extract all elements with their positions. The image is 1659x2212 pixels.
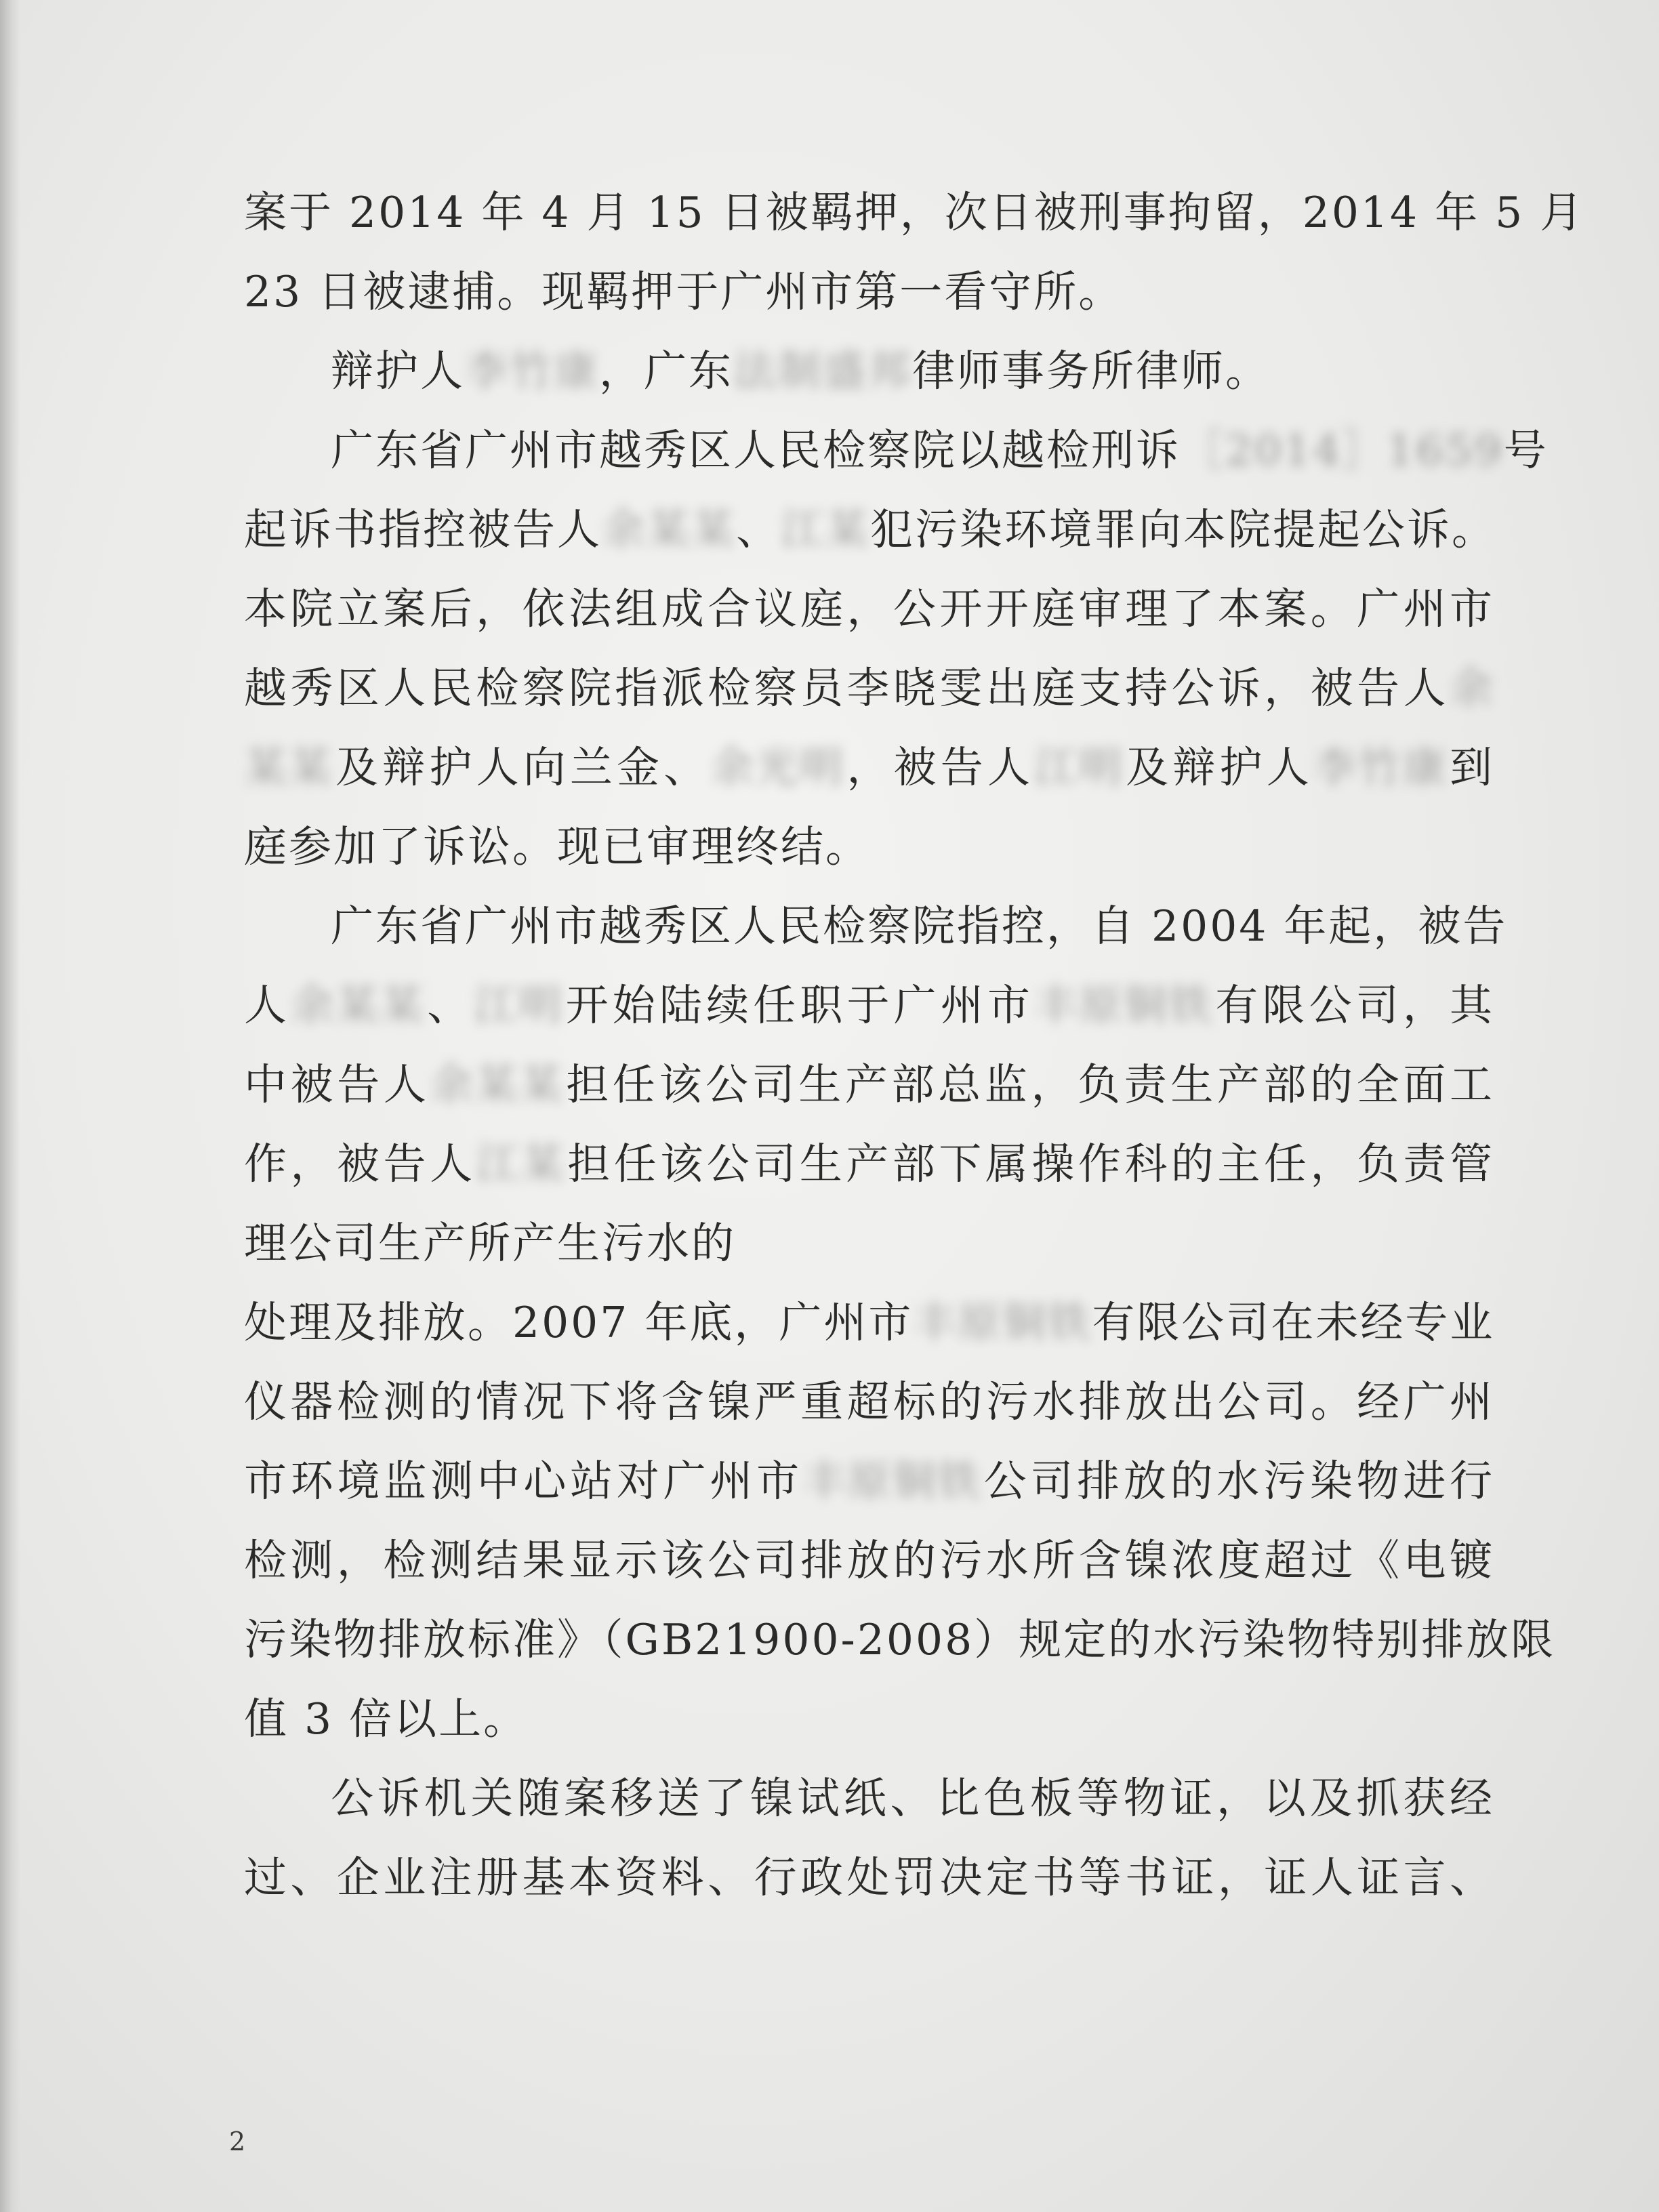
text-line (244, 728, 1494, 807)
text-line (244, 569, 1494, 649)
line-text: 公司排放的水污染物进行 (981, 1456, 1495, 1506)
page-number: 2 (229, 2127, 246, 2156)
line-text: 污染物排放标准》（GB21900-2008）规定的水污染物特别排放限 (244, 1615, 1556, 1664)
text-line (244, 1362, 1494, 1441)
line-text: 公诉机关随案移送了镍试纸、比色板等物证，以及抓获经 (331, 1774, 1494, 1823)
text-line (244, 886, 1508, 966)
line-text: 作，被告人 (244, 1139, 476, 1189)
text-line (244, 490, 1494, 569)
line-text: 庭参加了诉讼。现已审理终结。 (244, 822, 870, 872)
line-text: 及辩护人向兰金、 (333, 743, 711, 792)
line-text: 处理及排放。2007 年底，广州市 (244, 1298, 914, 1347)
text-line (244, 1124, 1494, 1204)
text-line (244, 173, 1585, 252)
line-text: 律师事务所律师。 (912, 346, 1270, 396)
text-line (244, 1441, 1494, 1521)
line-text: 开始陆续任职于广州市 (563, 981, 1035, 1030)
redacted-text: 李竹康 (1313, 743, 1448, 792)
document-body (244, 173, 1585, 1917)
redacted-text: ［2014］1659 (1181, 426, 1504, 475)
line-text: 广东省广州市越秀区人民检察院指控，自 2004 年起，被告 (331, 901, 1508, 951)
line-text: 辩护人 (331, 346, 465, 396)
redacted-text: 法制盛邦 (733, 346, 912, 396)
text-line (244, 966, 1494, 1045)
text-line (244, 1204, 1494, 1283)
text-line (244, 1759, 1494, 1838)
line-text: 犯污染环境罪向本院提起公诉。 (870, 505, 1496, 554)
text-line (244, 1600, 1556, 1679)
line-text: 检测，检测结果显示该公司排放的污水所含镍浓度超过《电镀 (244, 1536, 1494, 1585)
text-line (244, 252, 1494, 331)
line-text: 理公司生产所产生污水的 (244, 1218, 736, 1268)
line-text: 过、企业注册基本资料、行政处罚决定书等书证，证人证言、 (244, 1853, 1494, 1902)
line-text: 23 日被逮捕。现羁押于广州市第一看守所。 (244, 267, 1124, 316)
line-text: 起诉书指控被告人 (244, 505, 602, 554)
line-text: 有限公司在未经专业 (1092, 1298, 1495, 1347)
redacted-text: 江明 (474, 981, 564, 1030)
text-line (244, 1045, 1494, 1124)
page-edge-shadow (0, 0, 20, 2212)
redacted-text: 江某 (476, 1139, 566, 1189)
redacted-text: 余某某 (602, 505, 736, 554)
redacted-text: 某某 (244, 743, 333, 792)
redacted-text: 余 (1450, 663, 1494, 713)
text-line (244, 411, 1549, 490)
text-line (244, 331, 1494, 411)
line-text: 、 (736, 505, 781, 554)
line-text: 仪器检测的情况下将含镍严重超标的污水排放出公司。经广州 (244, 1377, 1494, 1427)
line-text: 及辩护人 (1124, 743, 1313, 792)
text-line (244, 1521, 1494, 1600)
redacted-text: 余某某 (291, 981, 426, 1030)
line-text: 中被告人 (244, 1060, 430, 1109)
line-text: 人 (244, 981, 291, 1030)
line-text: 越秀区人民检察院指派检察员李晓雯出庭支持公诉，被告人 (244, 663, 1450, 713)
line-text: 到 (1447, 743, 1495, 792)
line-text: 案于 2014 年 4 月 15 日被羁押，次日被刑事拘留，2014 年 5 月 (244, 188, 1585, 237)
redacted-text: 江某 (781, 505, 870, 554)
line-text: 担任该公司生产部下属操作科的主任，负责管 (565, 1139, 1495, 1189)
line-text: 、 (425, 981, 474, 1030)
text-line (244, 1283, 1494, 1362)
text-line (244, 649, 1494, 728)
redacted-text: 李竹康 (465, 346, 599, 396)
line-text: 市环境监测中心站对广州市 (244, 1456, 803, 1506)
redacted-text: 江明 (1034, 743, 1124, 792)
line-text: 号 (1503, 426, 1549, 475)
line-text: 担任该公司生产部总监，负责生产部的全面工 (564, 1060, 1494, 1109)
line-text: ，广东 (599, 346, 733, 396)
text-line (244, 807, 1494, 886)
text-line (244, 1679, 1494, 1759)
redacted-text: 丰原铜铁 (802, 1456, 982, 1506)
redacted-text: 余光明 (710, 743, 845, 792)
line-text: 有限公司，其 (1213, 981, 1495, 1030)
redacted-text: 丰原铜铁 (1034, 981, 1214, 1030)
redacted-text: 余某某 (430, 1060, 565, 1109)
line-text: 广东省广州市越秀区人民检察院以越检刑诉 (331, 426, 1181, 475)
line-text: 值 3 倍以上。 (244, 1694, 529, 1744)
redacted-text: 丰原铜铁 (913, 1298, 1092, 1347)
line-text: ，被告人 (844, 743, 1035, 792)
text-line (244, 1838, 1494, 1917)
line-text: 本院立案后，依法组成合议庭，公开开庭审理了本案。广州市 (244, 584, 1494, 634)
